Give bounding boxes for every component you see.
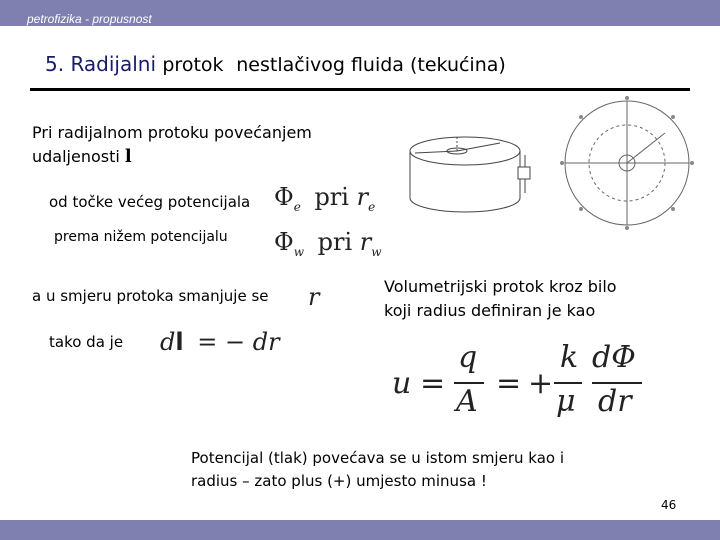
footer-bar — [0, 520, 720, 540]
intro-symbol-l: l — [124, 146, 132, 167]
right-text-line-2: koji radius definiran je kao — [384, 301, 596, 320]
flow-arrow-marker — [560, 161, 564, 165]
eq-flow-mu: μ — [556, 384, 576, 419]
eq-dl — [160, 328, 280, 356]
eq-flow-eq1: = — [420, 366, 446, 401]
eq-flow-dr: dr — [598, 384, 632, 419]
eq-flow-A: A — [456, 384, 478, 419]
eq-dl-l: l — [175, 328, 184, 356]
line-so: tako da je — [49, 333, 124, 351]
note-line-1: Potencijal (tlak) povećava se u istom smjeru kao i — [191, 449, 564, 467]
eq-flow-plus: + — [528, 366, 554, 401]
title-rest: nestlačivog fluida (tekućina) — [236, 54, 506, 76]
intro-line-2-text: udaljenosti — [32, 147, 120, 166]
slide-title — [45, 52, 506, 76]
eq-dl-rhs: = − dr — [197, 328, 280, 356]
eq-phi-w-rsub: w — [371, 244, 382, 259]
title-number-main: 5. Radijalni — [45, 52, 157, 76]
eq-phi-e-phi: Φ — [274, 183, 294, 211]
eq-flow-dphi: dΦ — [592, 340, 636, 375]
right-text-line-1: Volumetrijski protok kroz bilo — [384, 277, 617, 296]
title-divider — [30, 88, 690, 91]
title-word-small: protok — [162, 54, 224, 76]
flow-arrow-marker — [671, 207, 675, 211]
intro-line-1: Pri radijalnom protoku povećanjem — [32, 123, 312, 142]
flow-arrow-marker — [625, 226, 629, 230]
note-line-2: radius – zato plus (+) umjesto minusa ! — [191, 472, 487, 490]
flow-arrow-marker — [579, 115, 583, 119]
eq-phi-w-phi: Φ — [274, 228, 294, 256]
eq-phi-w-pri: pri — [317, 228, 353, 256]
eq-phi-w — [274, 228, 382, 259]
line-to: prema nižem potencijalu — [54, 229, 228, 245]
radial-flow-diagram — [395, 93, 700, 238]
eq-phi-e-r: r — [356, 183, 369, 211]
eq-phi-e-pri: pri — [314, 183, 349, 211]
eq-phi-e-sub: e — [293, 199, 301, 214]
flow-arrow-marker — [671, 115, 675, 119]
eq-dl-d: d — [160, 328, 176, 356]
eq-flow-q: q — [458, 340, 478, 375]
diagram-background — [395, 93, 700, 238]
flow-arrow-marker — [625, 96, 629, 100]
eq-phi-e — [274, 183, 375, 214]
eq-flow — [392, 340, 672, 430]
page-number: 46 — [661, 498, 677, 512]
eq-r-symbol-text: r — [308, 283, 320, 311]
eq-flow-u: u — [392, 366, 412, 401]
eq-r-symbol — [308, 283, 319, 311]
eq-phi-e-rsub: e — [368, 199, 376, 214]
intro-line-2 — [32, 146, 132, 167]
eq-flow-eq2: = — [496, 366, 522, 401]
line-direction: a u smjeru protoka smanjuje se — [32, 287, 269, 305]
line-from: od točke većeg potencijala — [49, 193, 251, 211]
height-label-box — [518, 167, 530, 179]
flow-arrow-marker — [690, 161, 694, 165]
flow-arrow-marker — [579, 207, 583, 211]
eq-phi-w-r: r — [359, 228, 372, 256]
eq-phi-w-sub: w — [293, 244, 304, 259]
eq-flow-k: k — [560, 340, 579, 375]
header-subtitle: petrofizika - propusnost — [27, 12, 152, 26]
